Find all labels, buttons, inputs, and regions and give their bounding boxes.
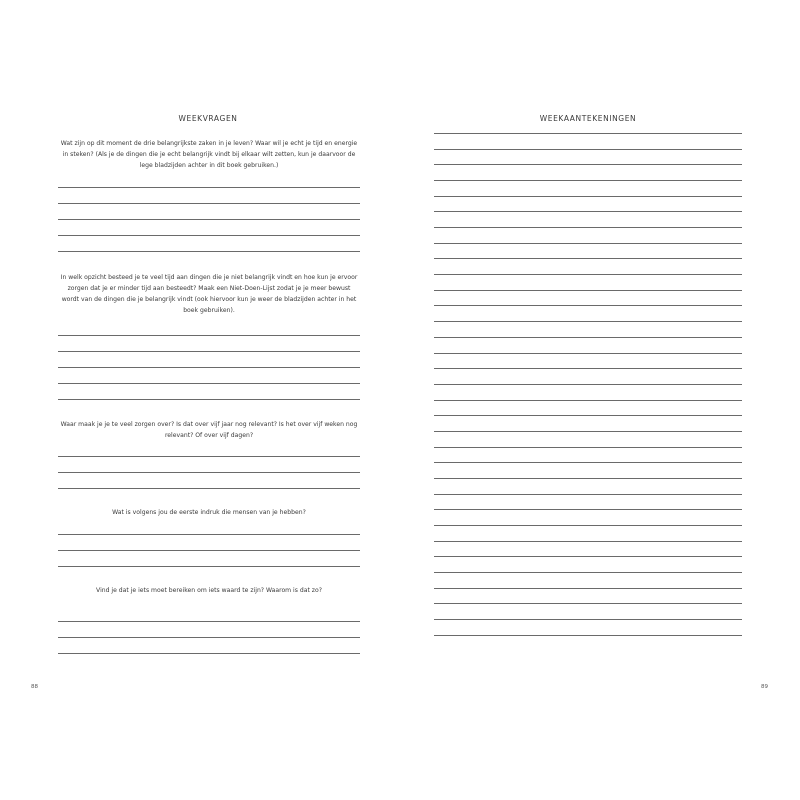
writing-line	[58, 203, 360, 204]
writing-line	[434, 196, 742, 197]
writing-line	[434, 494, 742, 495]
writing-line	[434, 400, 742, 401]
page-number-left: 88	[31, 684, 38, 690]
writing-line	[58, 637, 360, 638]
writing-line	[434, 149, 742, 150]
writing-line	[58, 399, 360, 400]
writing-line	[434, 274, 742, 275]
writing-line	[434, 556, 742, 557]
writing-line	[434, 227, 742, 228]
writing-line	[434, 258, 742, 259]
writing-line	[58, 335, 360, 336]
writing-line	[434, 321, 742, 322]
writing-line	[58, 534, 360, 535]
writing-line	[434, 164, 742, 165]
writing-line	[58, 251, 360, 252]
writing-line	[434, 509, 742, 510]
writing-line	[434, 462, 742, 463]
writing-line	[58, 367, 360, 368]
writing-line	[434, 211, 742, 212]
writing-line	[58, 472, 360, 473]
writing-line	[58, 653, 360, 654]
question-3: Waar maak je je te veel zorgen over? Is dat over vijf jaar nog relevant? Is het over vijf weken nog relevant? Of over vijf dagen?	[60, 421, 358, 439]
writing-line	[434, 133, 742, 134]
writing-line	[58, 456, 360, 457]
writing-line	[434, 572, 742, 573]
writing-line	[434, 431, 742, 432]
right-page	[400, 0, 800, 800]
writing-line	[434, 525, 742, 526]
writing-line	[434, 337, 742, 338]
writing-line	[58, 383, 360, 384]
writing-line	[434, 180, 742, 181]
writing-line	[434, 243, 742, 244]
question-1: Wat zijn op dit moment de drie belangrijkste zaken in je leven? Waar wil je echt je tijd en energie in steken? (Als je de dingen die je echt belangrijk vindt bij elkaar wilt zetten, kun je daarvoor de lege bladzijden achter in dit boek gebruiken.)	[60, 140, 358, 169]
writing-line	[58, 621, 360, 622]
writing-line	[434, 415, 742, 416]
writing-line	[58, 566, 360, 567]
question-4: Wat is volgens jou de eerste indruk die mensen van je hebben?	[112, 509, 306, 516]
question-2: In welk opzicht besteed je te veel tijd aan dingen die je niet belangrijk vindt en hoe kun je ervoor zorgen dat je er minder tijd aan besteedt? Maak een Niet-Doen-Lijst zodat je je meer bewust wordt van de dingen die je belangrijk vindt (ook hiervoor kun je weer de bladzijden achter in het boek gebruiken).	[60, 274, 358, 314]
writing-line	[434, 478, 742, 479]
writing-line	[434, 447, 742, 448]
writing-line	[434, 588, 742, 589]
writing-line	[434, 619, 742, 620]
writing-line	[434, 603, 742, 604]
writing-line	[58, 488, 360, 489]
writing-line	[434, 305, 742, 306]
writing-line	[434, 290, 742, 291]
writing-line	[58, 187, 360, 188]
page-number-right: 89	[761, 684, 768, 690]
weekvragen-heading: WEEKVRAGEN	[178, 114, 238, 123]
weekaantekeningen-heading: WEEKAANTEKENINGEN	[539, 114, 637, 123]
writing-line	[58, 351, 360, 352]
writing-line	[434, 368, 742, 369]
writing-line	[58, 235, 360, 236]
writing-line	[434, 384, 742, 385]
question-5: Vind je dat je iets moet bereiken om iets waard te zijn? Waarom is dat zo?	[96, 587, 322, 594]
writing-line	[434, 541, 742, 542]
writing-line	[58, 550, 360, 551]
writing-line	[434, 635, 742, 636]
writing-line	[434, 353, 742, 354]
writing-line	[58, 219, 360, 220]
